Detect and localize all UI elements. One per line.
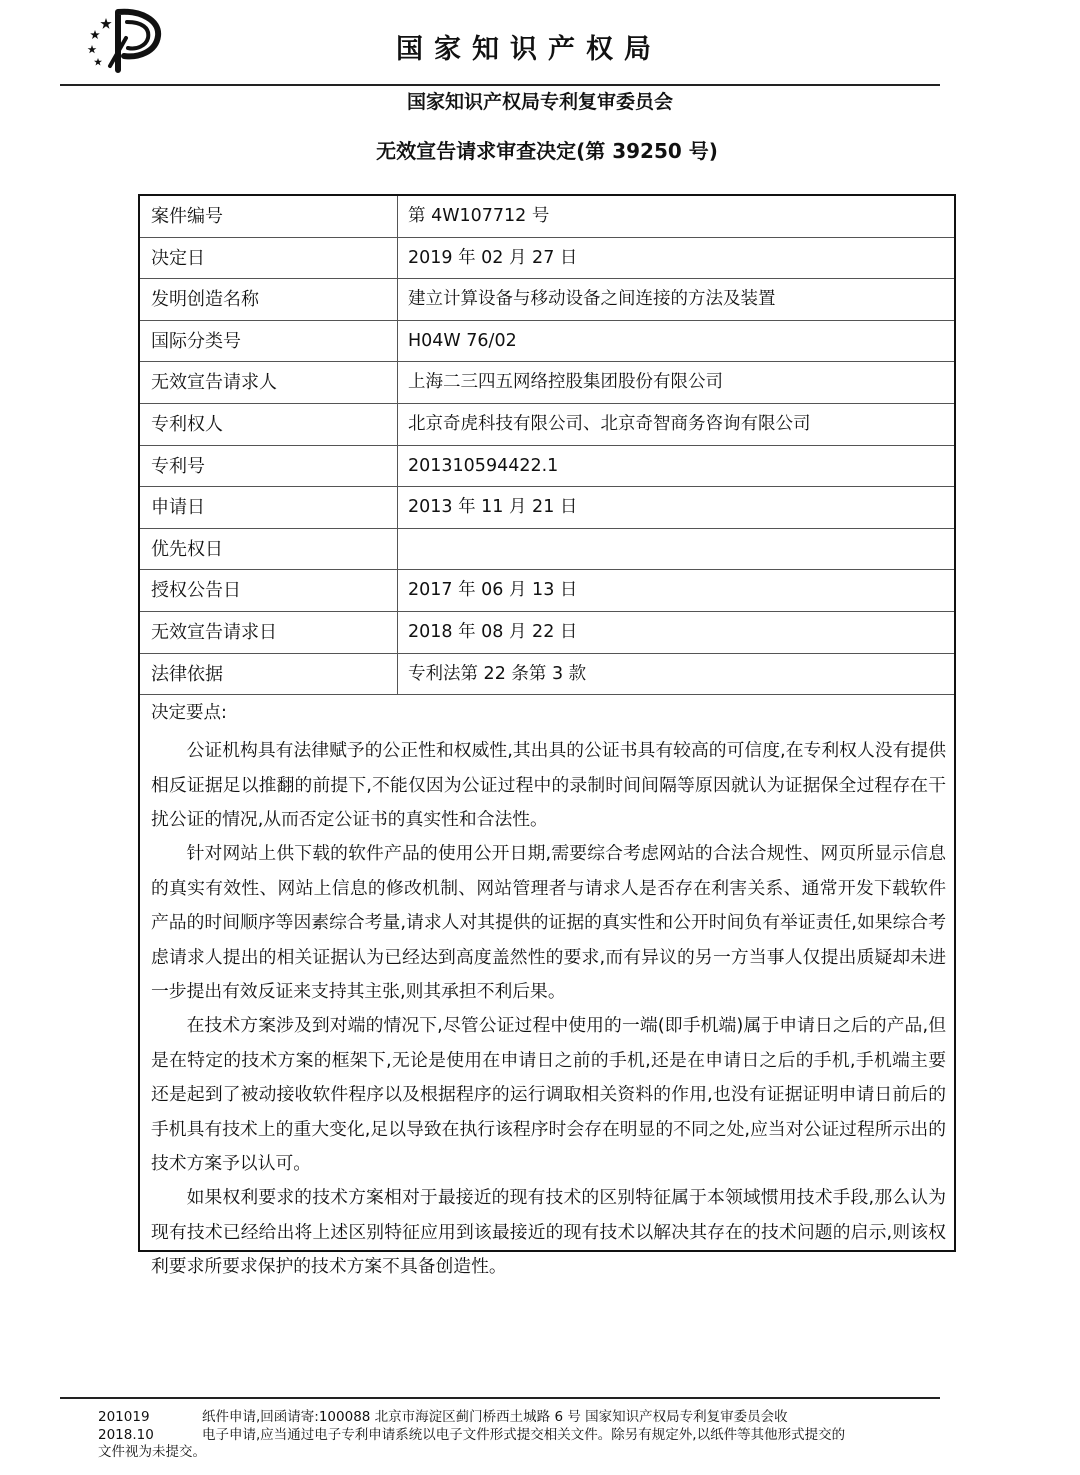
footer-notice — [98, 1409, 1018, 1462]
row-value: 2013 年 11 月 21 日 — [408, 497, 578, 518]
row-label: 申请日 — [140, 487, 398, 528]
cnipa-emblem-icon — [80, 8, 166, 74]
document-title: 无效宣告请求审查决定(第 39250 号) — [376, 139, 718, 163]
form-code: 201019 — [98, 1409, 150, 1425]
row-value: 专利法第 22 条第 3 款 — [408, 663, 587, 684]
row-value: 北京奇虎科技有限公司、北京奇智商务咨询有限公司 — [408, 413, 811, 434]
table-row-request-date — [140, 612, 954, 654]
table-row-case-number — [140, 196, 954, 238]
header-divider — [60, 84, 940, 86]
row-value: H04W 76/02 — [408, 330, 517, 351]
key-points-heading: 决定要点: — [151, 703, 227, 724]
cnipa-logo — [80, 8, 166, 74]
row-label: 案件编号 — [140, 196, 398, 237]
row-label: 授权公告日 — [140, 570, 398, 611]
footer-line — [98, 1409, 1018, 1427]
row-label: 无效宣告请求人 — [140, 362, 398, 403]
footer-line — [98, 1427, 1018, 1445]
row-value: 2018 年 08 月 22 日 — [408, 621, 578, 642]
decision-info-table — [138, 194, 956, 1278]
row-value: 201310594422.1 — [408, 455, 559, 476]
form-version: 2018.10 — [98, 1426, 154, 1443]
table-row-priority-date — [140, 529, 954, 571]
row-value: 第 4W107712 号 — [408, 206, 550, 226]
row-label: 法律依据 — [140, 654, 398, 695]
decision-key-points — [140, 695, 954, 1285]
row-value — [398, 529, 954, 570]
row-value: 上海二三四五网络控股集团股份有限公司 — [408, 372, 723, 393]
row-label: 专利权人 — [140, 404, 398, 445]
table-row-patentee — [140, 404, 954, 446]
table-row-decision-date — [140, 238, 954, 280]
row-label: 发明创造名称 — [140, 279, 398, 320]
row-value: 2017 年 06 月 13 日 — [408, 580, 578, 601]
footer-line — [98, 1444, 1018, 1462]
key-point-paragraph: 针对网站上供下载的软件产品的使用公开日期,需要综合考虑网站的合法合规性、网页所显示信息的真实有效性、网站上信息的修改机制、网站管理者与请求人是否存在利害关系、通常开发下载软件产品的时间顺序等因素综合考量,请求人对其提供的证据的真实性和公开时间负有举证责任,如果综合考虑请求人提出的相关证据认为已经达到高度盖然性的要求,而有异议的另一方当事人仅提出质疑却未进一步提出有效反证来支持其主张,则其承担不利后果。 — [151, 843, 946, 1002]
row-label: 决定日 — [140, 238, 398, 279]
key-point-paragraph: 如果权利要求的技术方案相对于最接近的现有技术的区别特征属于本领域惯用技术手段,那么认为现有技术已经给出将上述区别特征应用到该最接近的现有技术以解决其存在的技术问题的启示,则该权利要求所要求保护的技术方案不具备创造性。 — [151, 1187, 946, 1278]
row-value: 2019 年 02 月 27 日 — [408, 247, 578, 268]
electronic-notice-cont: 文件视为未提交。 — [98, 1444, 206, 1460]
org-name: 国家知识产权局 — [396, 34, 662, 65]
row-value: 建立计算设备与移动设备之间连接的方法及装置 — [408, 289, 776, 310]
mailing-notice: 纸件申请,回函请寄:100088 北京市海淀区蓟门桥西土城路 6 号 国家知识产权局专利复审委员会收 — [202, 1409, 788, 1425]
electronic-notice: 电子申请,应当通过电子专利申请系统以电子文件形式提交相关文件。除另有规定外,以纸件等其他形式提交的 — [202, 1426, 846, 1443]
footer-divider — [60, 1397, 940, 1399]
key-point-paragraph: 公证机构具有法律赋予的公正性和权威性,其出具的公证书具有较高的可信度,在专利权人没有提供相反证据足以推翻的前提下,不能仅因为公证过程中的录制时间间隔等原因就认为证据保全过程存在干扰公证的情况,从而否定公证书的真实性和合法性。 — [151, 740, 946, 830]
table-row-legal-basis — [140, 654, 954, 696]
table-row-petitioner — [140, 362, 954, 404]
table-row-filing-date — [140, 487, 954, 529]
table-row-ipc — [140, 321, 954, 363]
sub-org-name: 国家知识产权局专利复审委员会 — [406, 91, 673, 113]
row-label: 专利号 — [140, 446, 398, 487]
key-point-paragraph: 在技术方案涉及到对端的情况下,尽管公证过程中使用的一端(即手机端)属于申请日之后的产品,但是在特定的技术方案的框架下,无论是使用在申请日之前的手机,还是在申请日之后的手机,手机端主要还是起到了被动接收软件程序以及根据程序的运行调取相关资料的作用,也没有证据证明申请日前后的手机具有技术上的重大变化,足以导致在执行该程序时会存在明显的不同之处,应当对公证过程所示出的技术方案予以认可。 — [151, 1015, 946, 1174]
row-label: 优先权日 — [140, 529, 398, 570]
table-row-grant-date — [140, 570, 954, 612]
row-label: 国际分类号 — [140, 321, 398, 362]
row-label: 无效宣告请求日 — [140, 612, 398, 653]
table-row-invention-title — [140, 279, 954, 321]
table-row-patent-number — [140, 446, 954, 488]
